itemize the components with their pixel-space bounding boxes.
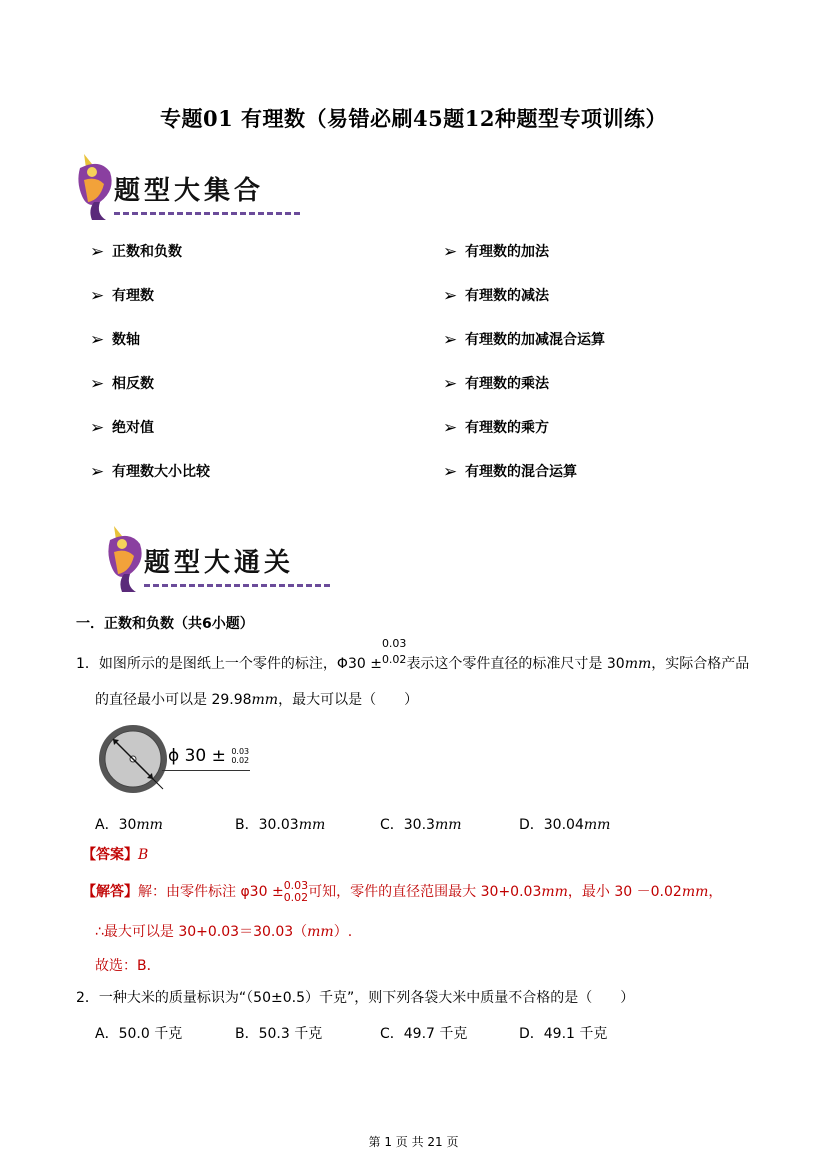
banner-question-types — [70, 150, 310, 230]
therefore-line: ∴最大可以是 30+0.03＝30.03（mm）. — [95, 924, 353, 940]
arrow-bullet-icon: ➢ — [90, 462, 105, 482]
answer-line: 【答案】B — [82, 847, 149, 863]
gear-icon — [98, 724, 168, 794]
question-2: 2．一种大米的质量标识为“（50±0.5）千克”，则下列各袋大米中质量不合格的是（ ） — [76, 990, 635, 1006]
question-1-line2: 的直径最小可以是 29.98mm，最大可以是（ ） — [95, 692, 419, 708]
toc-item[interactable]: ➢ 有理数的混合运算 — [443, 462, 577, 482]
toc-item[interactable]: ➢ 数轴 — [90, 330, 140, 350]
arrow-bullet-icon: ➢ — [443, 418, 458, 438]
toc-item[interactable]: ➢ 相反数 — [90, 374, 154, 394]
option-c[interactable]: C．49.7 千克 — [380, 1026, 468, 1042]
option-d[interactable]: D．49.1 千克 — [519, 1026, 608, 1042]
option-c[interactable]: C．30.3mm — [380, 817, 462, 833]
arrow-bullet-icon: ➢ — [443, 242, 458, 262]
solution-line: 【解答】解：由零件标注 φ30 ± 0.03 0.02 可知，零件的直径范围最大 30+0.03mm，最小 30 －0.02mm， — [82, 879, 723, 904]
banner-title: 题型大集合 — [114, 176, 265, 206]
page-title: 专题01 有理数（易错必刷45题12种题型专项训练） — [160, 106, 667, 131]
mascot-icon — [70, 150, 120, 222]
arrow-bullet-icon: ➢ — [90, 374, 105, 394]
tolerance-fraction: 0.03 0.02 — [381, 637, 407, 666]
toc-item[interactable]: ➢ 有理数的减法 — [443, 286, 549, 306]
option-d[interactable]: D．30.04mm — [519, 817, 611, 833]
arrow-bullet-icon: ➢ — [443, 374, 458, 394]
toc-item[interactable]: ➢ 正数和负数 — [90, 242, 182, 262]
choice-line: 故选：B． — [95, 958, 161, 974]
arrow-bullet-icon: ➢ — [90, 242, 105, 262]
toc-item[interactable]: ➢ 有理数的加法 — [443, 242, 549, 262]
arrow-bullet-icon: ➢ — [443, 286, 458, 306]
toc-item[interactable]: ➢ 有理数的乘方 — [443, 418, 549, 438]
option-b[interactable]: B．30.03mm — [235, 817, 326, 833]
banner-question-practice — [100, 522, 340, 602]
mascot-icon — [100, 522, 150, 594]
arrow-bullet-icon: ➢ — [443, 462, 458, 482]
page-footer: 第 1 页 共 21 页 — [368, 1135, 459, 1149]
part-figure — [98, 724, 258, 796]
option-a[interactable]: A．30mm — [95, 817, 163, 833]
banner-title: 题型大通关 — [144, 548, 295, 578]
toc-item[interactable]: ➢ 有理数的乘法 — [443, 374, 549, 394]
banner-divider — [144, 584, 330, 587]
toc-item[interactable]: ➢ 有理数 — [90, 286, 154, 306]
arrow-bullet-icon: ➢ — [443, 330, 458, 350]
toc-right-column — [443, 242, 605, 482]
question-number: 2． — [76, 990, 99, 1006]
question-number: 1． — [76, 656, 99, 672]
section-heading: 一．正数和负数（共6小题） — [76, 616, 254, 632]
figure-dimension-label: ϕ 30 ± 0.03 0.02 — [168, 746, 250, 766]
option-a[interactable]: A．50.0 千克 — [95, 1026, 183, 1042]
toc-item[interactable]: ➢ 有理数的加减混合运算 — [443, 330, 605, 350]
dimension-line — [162, 770, 250, 771]
toc-item[interactable]: ➢ 绝对值 — [90, 418, 154, 438]
toc-left-column — [90, 242, 210, 482]
banner-divider — [114, 212, 300, 215]
question-1: 1．如图所示的是图纸上一个零件的标注，Φ30 ± 0.03 0.02 表示这个零件直径的标准尺寸是 30mm，实际合格产品 — [76, 652, 756, 676]
option-b[interactable]: B．50.3 千克 — [235, 1026, 323, 1042]
arrow-bullet-icon: ➢ — [90, 418, 105, 438]
toc-item[interactable]: ➢ 有理数大小比较 — [90, 462, 210, 482]
arrow-bullet-icon: ➢ — [90, 330, 105, 350]
arrow-bullet-icon: ➢ — [90, 286, 105, 306]
